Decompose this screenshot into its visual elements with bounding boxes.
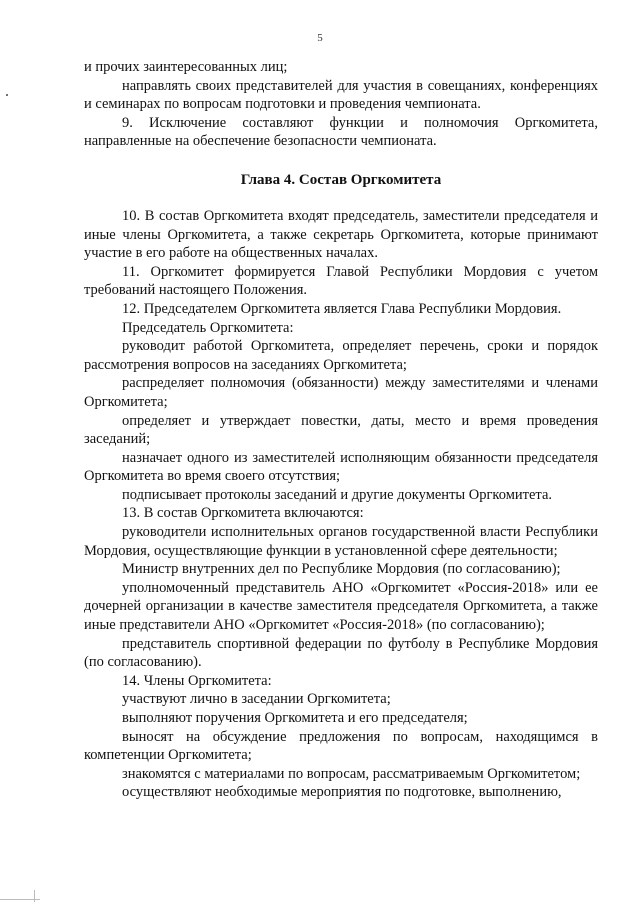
paragraph: Председатель Оргкомитета: <box>122 319 294 336</box>
paragraph: участвуют лично в заседании Оргкомитета; <box>122 691 391 708</box>
paragraph: выносят на обсуждение предложения по вопросам, находящимся в компетенции Оргкомитета; <box>84 728 598 764</box>
paragraph: руководит работой Оргкомитета, определяет перечень, сроки и порядок рассмотрения вопросов на заседаниях Оргкомитета; <box>84 338 598 373</box>
paragraph: направлять своих представителей для участия в совещаниях, конференциях и семинарах по вопросам подготовки и проведения чемпионата. <box>84 77 598 113</box>
paragraph: распределяет полномочия (обязанности) между заместителями и членами Оргкомитета; <box>84 375 598 410</box>
paragraph: Министр внутренних дел по Республике Мордовия (по согласованию); <box>122 561 561 578</box>
paragraph: выполняют поручения Оргкомитета и его председателя; <box>122 710 468 726</box>
paragraph: руководители исполнительных органов государственной власти Республики Мордовия, осуществляющие функции в установленной сфере деятельности; <box>84 524 598 559</box>
paragraph: 14. Члены Оргкомитета: <box>122 672 272 689</box>
chapter-heading: Глава 4. Состав Оргкомитета <box>240 171 442 188</box>
document-body <box>84 58 598 802</box>
paragraph: осуществляют необходимые мероприятия по подготовке, выполнению, <box>122 784 562 801</box>
paragraph: определяет и утверждает повестки, даты, место и время проведения заседаний; <box>84 412 598 448</box>
scan-edge-line-vertical <box>34 890 35 902</box>
paragraph: 13. В состав Оргкомитета включаются: <box>122 505 364 522</box>
paragraph: уполномоченный представитель АНО «Оргкомитет «Россия-2018» или ее дочерней организации в качестве заместителя председателя Оргкомитета, а также иные представители АНО «Оргкомитет «Россия-2018» (по согласованию); <box>84 579 598 634</box>
paragraph: знакомятся с материалами по вопросам, рассматриваемым Оргкомитетом; <box>122 765 581 782</box>
paragraph: 11. Оргкомитет формируется Главой Республики Мордовия с учетом требований настоящего Положения. <box>84 263 598 299</box>
page-number: 5 <box>317 32 323 44</box>
paragraph: 9. Исключение составляют функции и полномочия Оргкомитета, направленные на обеспечение безопасности чемпионата. <box>84 114 598 150</box>
paragraph: 12. Председателем Оргкомитета является Глава Республики Мордовия. <box>122 300 562 317</box>
paragraph: представитель спортивной федерации по футболу в Республике Мордовия (по согласованию). <box>84 635 598 671</box>
paragraph: и прочих заинтересованных лиц; <box>84 59 288 75</box>
paragraph: подписывает протоколы заседаний и другие документы Оргкомитета. <box>122 486 553 503</box>
paragraph: 10. В состав Оргкомитета входят председатель, заместители председателя и иные члены Оргкомитета, а также секретарь Оргкомитета, которые принимают участие в его работе на общественных началах. <box>84 207 598 262</box>
scan-speck <box>6 94 8 96</box>
paragraph: назначает одного из заместителей исполняющим обязанности председателя Оргкомитета во время своего отсутствия; <box>84 449 598 485</box>
